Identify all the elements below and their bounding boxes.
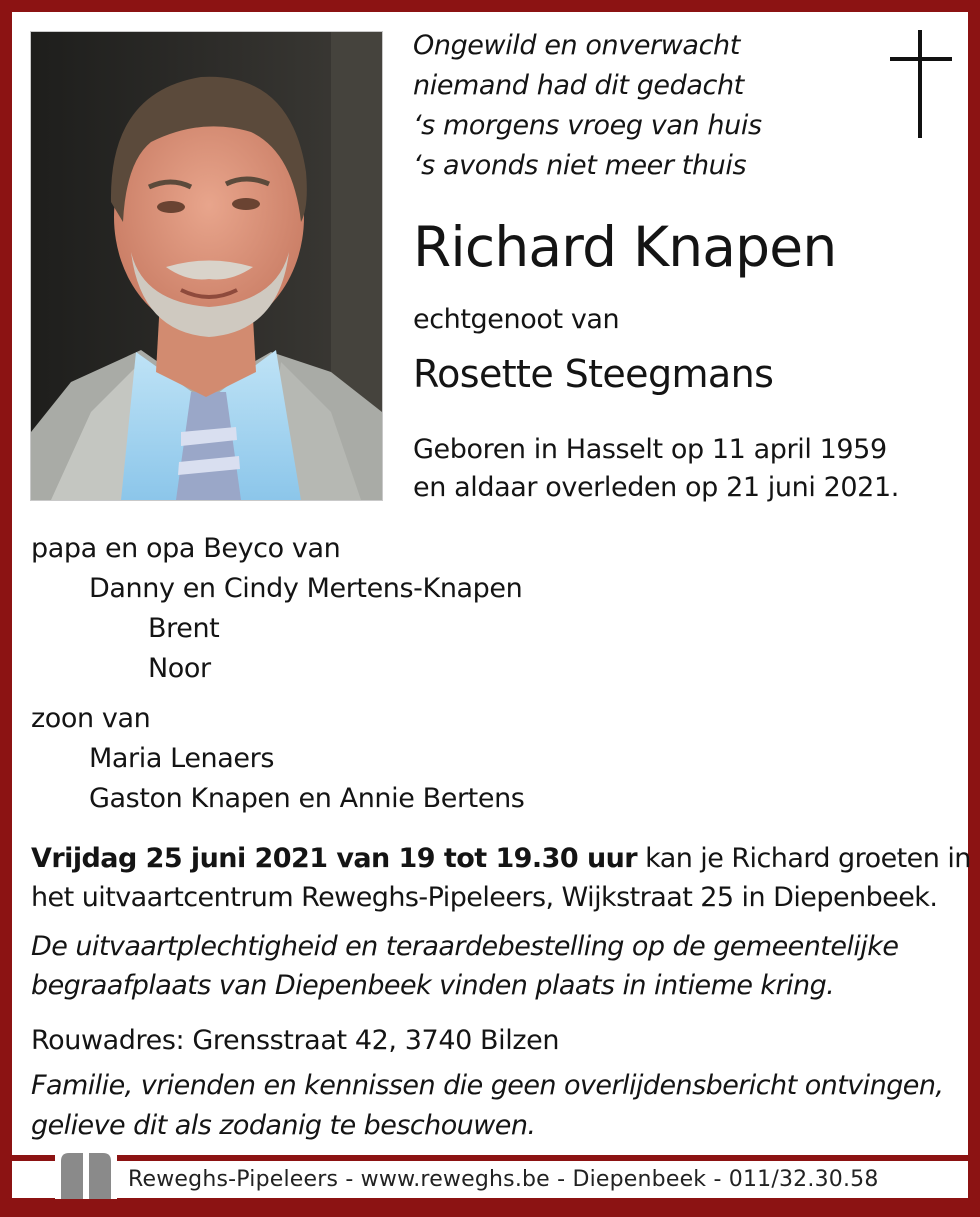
children-names: Danny en Cindy Mertens-Knapen: [89, 573, 523, 604]
portrait-photo: [30, 31, 383, 501]
deceased-name: Richard Knapen: [413, 215, 837, 279]
visitation-info: [31, 839, 971, 917]
poem: [413, 26, 762, 186]
footer-divider: [12, 1155, 968, 1161]
notice-line: Familie, vrienden en kennissen die geen overlijdensbericht ontvingen,: [31, 1070, 944, 1101]
grandchild-name: Noor: [148, 653, 211, 684]
children-heading: papa en opa Beyco van: [31, 533, 341, 564]
poem-line: niemand had dit gedacht: [413, 70, 744, 101]
bottom-border: [0, 1198, 980, 1217]
mourning-address: Rouwadres: Grensstraat 42, 3740 Bilzen: [31, 1025, 560, 1056]
footer-contact: Reweghs-Pipeleers - www.reweghs.be - Diepenbeek - 011/32.30.58: [128, 1167, 879, 1192]
spouse-prefix: echtgenoot van: [413, 304, 620, 335]
ceremony-info: [31, 927, 898, 1005]
visitation-text: kan je Richard groeten in: [637, 843, 971, 874]
poem-line: ‘s morgens vroeg van huis: [413, 110, 762, 141]
cross-icon: [890, 30, 952, 138]
family-list: [31, 529, 524, 819]
ceremony-line: begraafplaats van Diepenbeek vinden plaats in intieme kring.: [31, 970, 835, 1001]
spouse-name: Rosette Steegmans: [413, 352, 774, 396]
death-line: en aldaar overleden op 21 juni 2021.: [413, 472, 899, 503]
birth-line: Geboren in Hasselt op 11 april 1959: [413, 434, 887, 465]
notice: [31, 1066, 943, 1146]
parent-name: Gaston Knapen en Annie Bertens: [89, 783, 525, 814]
parent-name: Maria Lenaers: [89, 743, 274, 774]
poem-line: Ongewild en onverwacht: [413, 30, 740, 61]
visitation-location: het uitvaartcentrum Reweghs-Pipeleers, Wijkstraat 25 in Diepenbeek.: [31, 882, 938, 913]
visitation-date: Vrijdag 25 juni 2021 van 19 tot 19.30 uur: [31, 843, 638, 874]
birth-death-dates: [413, 431, 899, 507]
notice-line: gelieve dit als zodanig te beschouwen.: [31, 1110, 536, 1141]
poem-line: ‘s avonds niet meer thuis: [413, 150, 747, 181]
grandchild-name: Brent: [148, 613, 220, 644]
funeral-home-logo-icon: [55, 1147, 117, 1199]
ceremony-line: De uitvaartplechtigheid en teraardebestelling op de gemeentelijke: [31, 931, 899, 962]
parents-heading: zoon van: [31, 703, 151, 734]
